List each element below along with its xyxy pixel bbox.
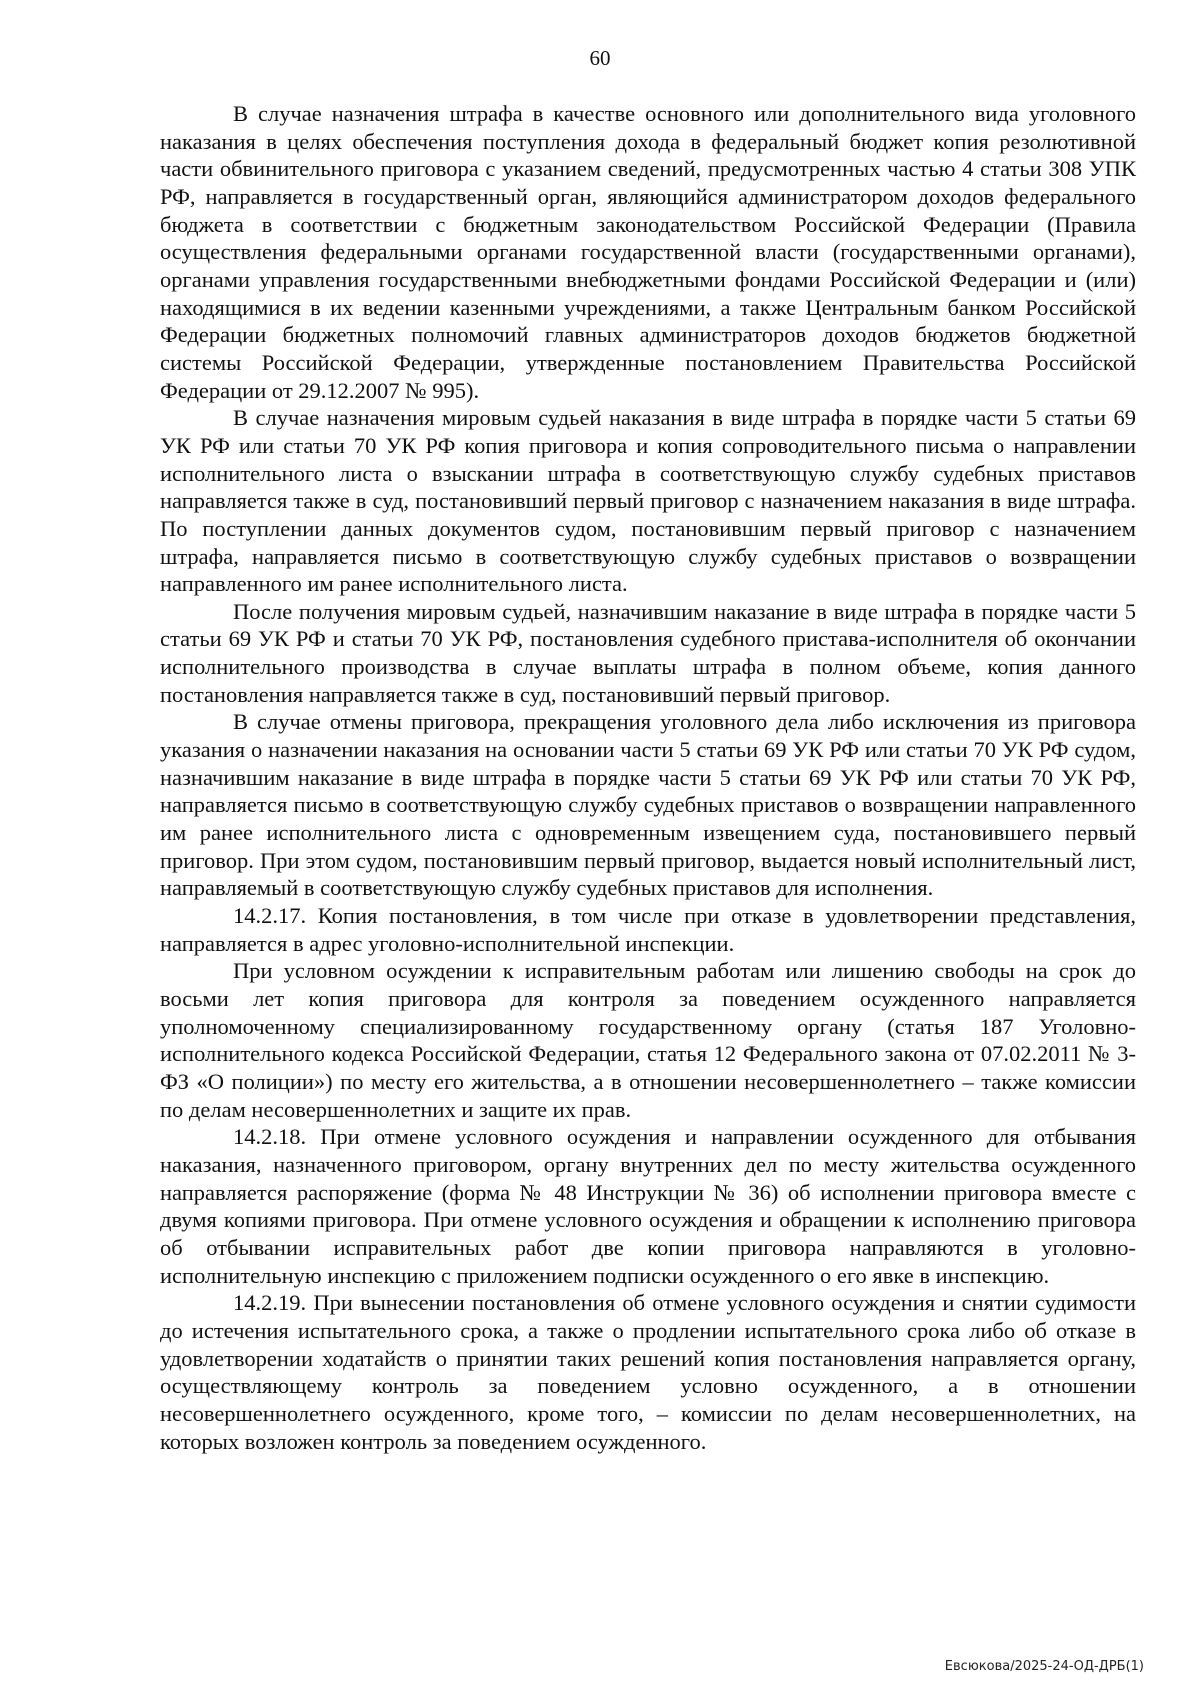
paragraph-14-2-19: 14.2.19. При вынесении постановления об отмене условного осуждения и снятии судимости до истечения испытательного срока, а также о продлении испытательного срока либо об отказе в удовлетворении ходатайств о принятии таких решений копия постановления направляется органу, осуществляющему контроль за поведением условно осужденного, а в отношении несовершеннолетнего осужденного, кроме того, – комиссии по делам несовершеннолетних, на которых возложен контроль за поведением осужденного. [160, 1290, 1136, 1454]
paragraph-14-2-18: 14.2.18. При отмене условного осуждения и направлении осужденного для отбывания наказания, назначенного приговором, органу внутренних дел по месту жительства осужденного направляется распоряжение (форма № 48 Инструкции № 36) об исполнении приговора вместе с двумя копиями приговора. При отмене условного осуждения и обращении к исполнению приговора об отбывании исправительных работ две копии приговора направляются в уголовно-исполнительную инспекцию с приложением подписки осужденного о его явке в инспекцию. [160, 1124, 1136, 1288]
footer-document-id: Евсюкова/2025-24-ОД-ДРБ(1) [944, 1659, 1144, 1674]
page-number: 60 [589, 46, 611, 70]
paragraph-fine-budget: В случае назначения штрафа в качестве основного или дополнительного вида уголовного наказания в целях обеспечения поступления дохода в федеральный бюджет копия резолютивной части обвинительного приговора с указанием сведений, предусмотренных частью 4 статьи 308 УПК РФ, направляется в государственный орган, являющийся администратором доходов федерального бюджета в соответствии с бюджетным законодательством Российской Федерации (Правила осуществления федеральными органами государственной власти (государственными органами), органами управления государственными внебюджетными фондами Российской Федерации и (или) находящимися в их ведении казенными учреждениями, а также Центральным банком Российской Федерации бюджетных полномочий главных администраторов доходов бюджетов бюджетной системы Российской Федерации, утвержденные постановлением Правительства Российской Федерации от 29.12.2007 № 995). [160, 101, 1136, 403]
paragraph-sentence-cancellation: В случае отмены приговора, прекращения уголовного дела либо исключения из приговора указания о назначении наказания на основании части 5 статьи 69 УК РФ или статьи 70 УК РФ судом, назначившим наказание в виде штрафа в порядке части 5 статьи 69 УК РФ или статьи 70 УК РФ, направляется письмо в соответствующую службу судебных приставов о возвращении направленного им ранее исполнительного листа с одновременным извещением суда, постановившего первый приговор. При этом судом, постановившим первый приговор, выдается новый исполнительный лист, направляемый в соответствующую службу судебных приставов для исполнения. [160, 709, 1136, 901]
paragraph-conditional-sentence: При условном осуждении к исправительным работам или лишению свободы на срок до восьми лет копия приговора для контроля за поведением осужденного направляется уполномоченному специализированному государственному органу (статья 187 Уголовно-исполнительного кодекса Российской Федерации, статья 12 Федерального закона от 07.02.2011 № 3-ФЗ «О полиции») по месту его жительства, а в отношении несовершеннолетнего – также комиссии по делам несовершеннолетних и защите их прав. [160, 958, 1136, 1122]
document-body [160, 100, 1136, 1455]
paragraph-magistrate-fine: В случае назначения мировым судьей наказания в виде штрафа в порядке части 5 статьи 69 УК РФ или статьи 70 УК РФ копия приговора и копия сопроводительного письма о направлении исполнительного листа о взыскании штрафа в соответствующую службу судебных приставов направляется также в суд, постановивший первый приговор с назначением наказания в виде штрафа. По поступлении данных документов судом, постановившим первый приговор с назначением штрафа, направляется письмо в соответствующую службу судебных приставов о возвращении направленного им ранее исполнительного листа. [160, 405, 1136, 597]
paragraph-14-2-17: 14.2.17. Копия постановления, в том числе при отказе в удовлетворении представления, направляется в адрес уголовно-исполнительной инспекции. [160, 903, 1136, 956]
paragraph-after-bailiff-decision: После получения мировым судьей, назначившим наказание в виде штрафа в порядке части 5 статьи 69 УК РФ и статьи 70 УК РФ, постановления судебного пристава-исполнителя об окончании исполнительного производства в случае выплаты штрафа в полном объеме, копия данного постановления направляется также в суд, постановивший первый приговор. [160, 598, 1136, 707]
